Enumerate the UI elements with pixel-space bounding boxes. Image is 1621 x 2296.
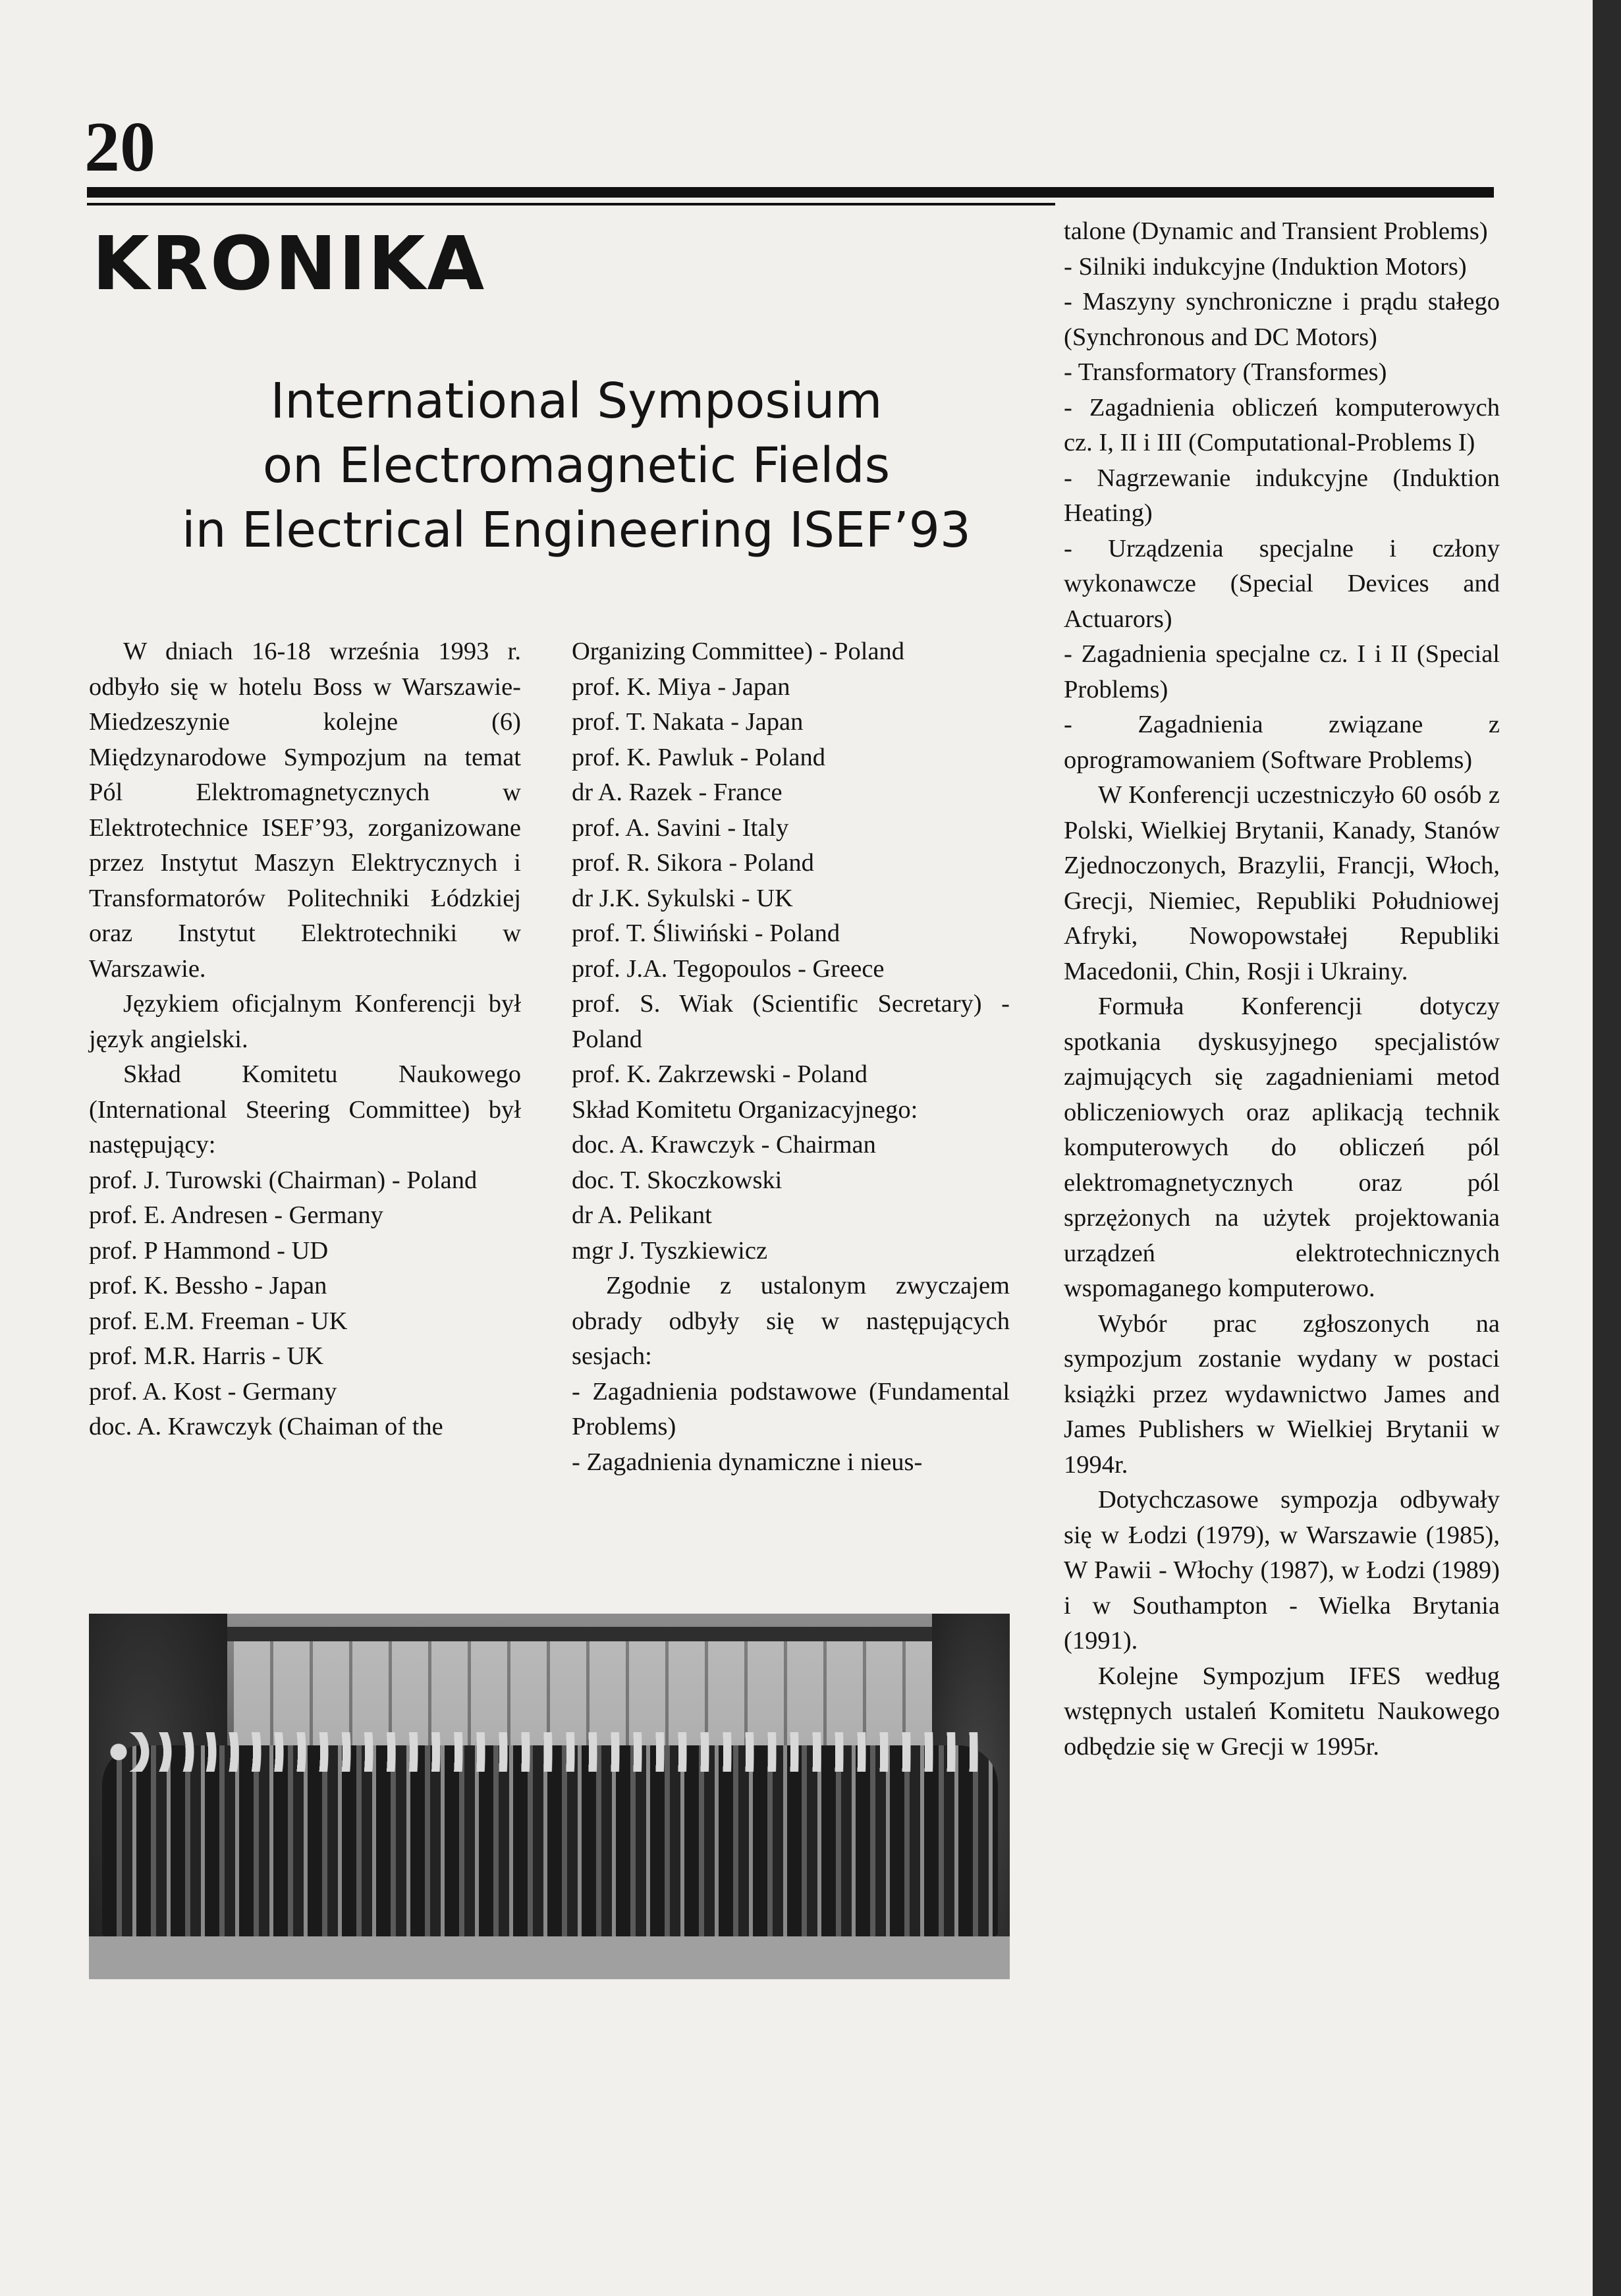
paragraph: - Urządzenia specjalne i człony wykonawcze (Special Devices and Actuarors)	[1064, 534, 1500, 633]
headline-line: on Electromagnetic Fields	[262, 437, 891, 494]
paragraph: prof. M.R. Harris - UK	[89, 1342, 324, 1370]
paragraph: Dotychczasowe sympozja odbywały się w Łodzi (1979), w Warszawie (1985), W Pawii - Włochy (1987), w Łodzi (1989) i w Southampton - Wielka Brytania (1991).	[1064, 1486, 1500, 1654]
paragraph: prof. J. Turowski (Chairman) - Poland	[89, 1166, 478, 1194]
paragraph: talone (Dynamic and Transient Problems)	[1064, 217, 1488, 245]
paragraph: - Zagadnienia specjalne cz. I i II (Special Problems)	[1064, 640, 1500, 703]
header-rule-thin	[87, 203, 1055, 205]
paragraph: prof. J.A. Tegopoulos - Greece	[572, 954, 885, 983]
paragraph: - Silniki indukcyjne (Induktion Motors)	[1064, 252, 1467, 281]
paragraph: - Zagadnienia obliczeń komputerowych cz. I, II i III (Computational-Problems I)	[1064, 393, 1500, 456]
paragraph: Organizing Committee) - Poland	[572, 638, 905, 665]
paragraph: dr J.K. Sykulski - UK	[572, 884, 793, 912]
paragraph: Językiem oficjalnym Konferencji był język angielski.	[89, 990, 521, 1053]
paragraph: Skład Komitetu Naukowego (International Steering Committee) był następujący:	[89, 1060, 521, 1159]
paragraph: Skład Komitetu Organizacyjnego:	[572, 1095, 918, 1124]
paragraph: prof. A. Savini - Italy	[572, 813, 789, 842]
paragraph: prof. E. Andresen - Germany	[89, 1201, 383, 1229]
paragraph: doc. T. Skoczkowski	[572, 1166, 783, 1194]
paragraph: W Konferencji uczestniczyło 60 osób z Polski, Wielkiej Brytanii, Kanady, Stanów Zjednoczonych, Brazylii, Francji, Włoch, Grecji, Niemiec, Republiki Południowej Afryki, Nowopowstałej Republiki Macedonii, Chin, Rosji i Ukrainy.	[1064, 781, 1500, 985]
paragraph: prof. E.M. Freeman - UK	[89, 1307, 348, 1335]
photo-ground	[89, 1936, 1010, 1979]
group-photo	[89, 1614, 1010, 1979]
headline-line: in Electrical Engineering ISEF’93	[182, 502, 971, 559]
paragraph: prof. K. Zakrzewski - Poland	[572, 1060, 868, 1088]
paragraph: dr A. Razek - France	[572, 779, 783, 806]
paragraph: - Zagadnienia podstawowe (Fundamental Problems)	[572, 1377, 1010, 1440]
paragraph: dr A. Pelikant	[572, 1201, 712, 1229]
article-headline	[92, 369, 1060, 562]
paragraph: Zgodnie z ustalonym zwyczajem obrady odbyły się w następujących sesjach:	[572, 1272, 1010, 1370]
paragraph: - Nagrzewanie indukcyjne (Induktion Heating)	[1064, 464, 1500, 527]
paragraph: mgr J. Tyszkiewicz	[572, 1236, 768, 1265]
text-column-2	[572, 634, 1010, 1480]
paragraph: - Zagadnienia dynamiczne i nieus-	[572, 1448, 923, 1476]
paragraph: prof. T. Nakata - Japan	[572, 708, 804, 736]
section-title: KRONIKA	[92, 221, 487, 307]
paragraph: - Zagadnienia związane z oprogramowaniem (Software Problems)	[1064, 711, 1500, 774]
photo-crowd	[102, 1745, 998, 1936]
photo-roof	[207, 1627, 985, 1641]
paragraph: prof. R. Sikora - Poland	[572, 849, 814, 877]
paragraph: prof. T. Śliwiński - Poland	[572, 919, 840, 947]
paragraph: - Maszyny synchroniczne i prądu stałego (Synchronous and DC Motors)	[1064, 288, 1500, 351]
paragraph: W dniach 16-18 września 1993 r. odbyło się w hotelu Boss w Warszawie-Miedzeszynie kolejne (6) Międzynarodowe Sympozjum na temat Pól Elektromagnetycznych w Elektrotechnice ISEF’93, zorganizowane przez Instytut Maszyn Elektrycznych i Transformatorów Politechniki Łódzkiej oraz Instytut Elektrotechniki w Warszawie.	[89, 638, 521, 983]
page-number: 20	[84, 108, 155, 186]
paragraph: Kolejne Sympozjum IFES według wstępnych ustaleń Komitetu Naukowego odbędzie się w Grecji w 1995r.	[1064, 1662, 1500, 1761]
text-column-3	[1064, 214, 1500, 1764]
header-rule	[87, 187, 1494, 198]
paragraph: prof. A. Kost - Germany	[89, 1377, 337, 1406]
paragraph: Wybór prac zgłoszonych na sympozjum zostanie wydany w postaci książki przez wydawnictwo James and James Publishers w Wielkiej Brytanii w 1994r.	[1064, 1309, 1500, 1479]
paragraph: doc. A. Krawczyk (Chaiman of the	[89, 1413, 443, 1440]
paragraph: prof. K. Miya - Japan	[572, 672, 790, 701]
paragraph: doc. A. Krawczyk - Chairman	[572, 1131, 876, 1159]
headline-line: International Symposium	[270, 373, 883, 429]
paragraph: Formuła Konferencji dotyczy spotkania dyskusyjnego specjalistów zajmujących się zagadnieniami metod obliczeniowych oraz aplikacją technik komputerowych do obliczeń pól elektromagnetycznych oraz pól sprzężonych na użytek projektowania urządzeń elektrotechnicznych wspomaganego komputerowo.	[1064, 993, 1500, 1302]
page-edge	[1593, 0, 1621, 2296]
paragraph: prof. K. Pawluk - Poland	[572, 743, 825, 771]
text-column-1	[89, 634, 521, 1445]
photo-heads	[109, 1732, 991, 1772]
paragraph: prof. P Hammond - UD	[89, 1236, 329, 1265]
paragraph: - Transformatory (Transformes)	[1064, 358, 1387, 386]
paragraph: prof. K. Bessho - Japan	[89, 1272, 327, 1299]
paragraph: prof. S. Wiak (Scientific Secretary) - Poland	[572, 990, 1010, 1053]
